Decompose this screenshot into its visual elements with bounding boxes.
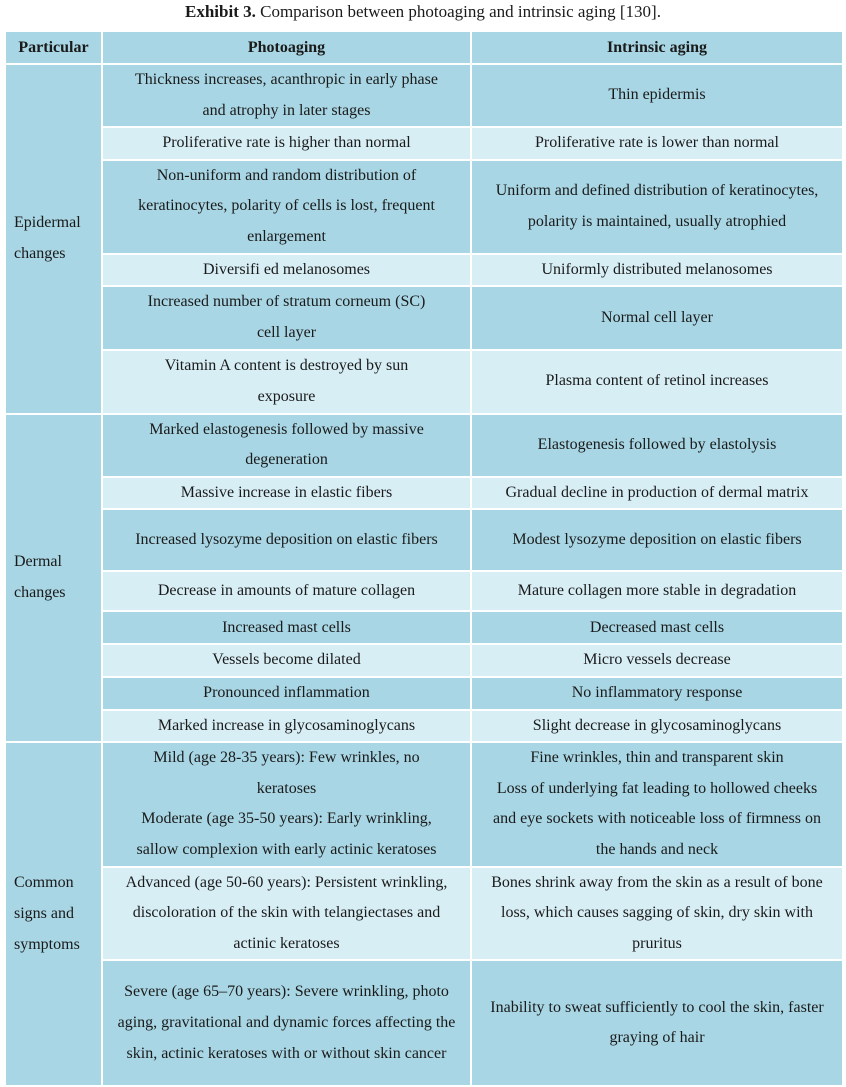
table-row <box>5 350 843 414</box>
intrinsic-cell: Modest lysozyme deposition on elastic fibers <box>471 509 843 571</box>
table-row <box>5 509 843 571</box>
table-row <box>5 414 843 477</box>
table-row <box>5 677 843 710</box>
table-row <box>5 960 843 1086</box>
exhibit-caption <box>0 2 846 22</box>
table-row <box>5 286 843 349</box>
intrinsic-cell-fine: Fine wrinkles, thin and transparent skin <box>530 749 784 767</box>
intrinsic-cell-fat: Loss of underlying fat leading to hollowed cheeks and eye sockets with noticeable loss of firmness on the hands and neck <box>493 779 821 858</box>
photo-cell: Marked increase in glycosaminoglycans <box>102 710 471 743</box>
table-row <box>5 160 843 254</box>
photo-cell: Proliferative rate is higher than normal <box>102 127 471 160</box>
table-row <box>5 64 843 127</box>
table-row <box>5 254 843 287</box>
exhibit-title: Comparison between photoaging and intrinsic aging [130]. <box>255 2 661 21</box>
photo-cell: Vessels become dilated <box>102 644 471 677</box>
intrinsic-cell: No inflammatory response <box>471 677 843 710</box>
table-row <box>5 571 843 611</box>
intrinsic-cell: Slight decrease in glycosaminoglycans <box>471 710 843 743</box>
table-row <box>5 644 843 677</box>
intrinsic-cell: Bones shrink away from the skin as a result of bone loss, which causes sagging of skin, dry skin with pruritus <box>471 867 843 961</box>
photo-cell: Increased lysozyme deposition on elastic fibers <box>102 509 471 571</box>
group-common: Common signs and symptoms <box>5 742 102 1086</box>
group-epidermal: Epidermal changes <box>5 64 102 414</box>
photo-cell: Pronounced inflammation <box>102 677 471 710</box>
intrinsic-cell: Proliferative rate is lower than normal <box>471 127 843 160</box>
intrinsic-cell: Mature collagen more stable in degradation <box>471 571 843 611</box>
intrinsic-cell: Normal cell layer <box>471 286 843 349</box>
group-dermal: Dermal changes <box>5 414 102 743</box>
table-row <box>5 477 843 510</box>
intrinsic-cell: Decreased mast cells <box>471 611 843 644</box>
photo-cell: Vitamin A content is destroyed by sun exposure <box>102 350 471 414</box>
table-row <box>5 742 843 866</box>
table-row <box>5 127 843 160</box>
intrinsic-cell: Gradual decline in production of dermal matrix <box>471 477 843 510</box>
comparison-table <box>4 30 844 1087</box>
table-row <box>5 611 843 644</box>
intrinsic-cell: Plasma content of retinol increases <box>471 350 843 414</box>
intrinsic-cell: Uniform and defined distribution of keratinocytes, polarity is maintained, usually atrophied <box>471 160 843 254</box>
table-row <box>5 867 843 961</box>
photo-cell: Non-uniform and random distribution of keratinocytes, polarity of cells is lost, frequent enlargement <box>102 160 471 254</box>
photo-cell: Increased mast cells <box>102 611 471 644</box>
table-header-row <box>5 31 843 64</box>
intrinsic-cell: Inability to sweat sufficiently to cool the skin, faster graying of hair <box>471 960 843 1086</box>
header-photoaging: Photoaging <box>102 31 471 64</box>
intrinsic-cell: Thin epidermis <box>471 64 843 127</box>
photo-cell-mild: Mild (age 28-35 years): Few wrinkles, no keratoses <box>153 749 420 797</box>
table-row <box>5 710 843 743</box>
photo-cell: Increased number of stratum corneum (SC) cell layer <box>102 286 471 349</box>
photo-cell: Advanced (age 50-60 years): Persistent wrinkling, discoloration of the skin with telangiectases and actinic keratoses <box>102 867 471 961</box>
header-particular: Particular <box>5 31 102 64</box>
exhibit-label: Exhibit 3. <box>185 2 256 21</box>
intrinsic-cell: Elastogenesis followed by elastolysis <box>471 414 843 477</box>
intrinsic-cell <box>471 742 843 866</box>
photo-cell: Massive increase in elastic fibers <box>102 477 471 510</box>
photo-cell <box>102 742 471 866</box>
photo-cell: Severe (age 65–70 years): Severe wrinkling, photo aging, gravitational and dynamic forces affecting the skin, actinic keratoses with or without skin cancer <box>102 960 471 1086</box>
photo-cell: Decrease in amounts of mature collagen <box>102 571 471 611</box>
header-intrinsic: Intrinsic aging <box>471 31 843 64</box>
photo-cell: Diversifi ed melanosomes <box>102 254 471 287</box>
intrinsic-cell: Micro vessels decrease <box>471 644 843 677</box>
photo-cell-moderate: Moderate (age 35-50 years): Early wrinkling, sallow complexion with early actinic keratoses <box>136 810 437 858</box>
intrinsic-cell: Uniformly distributed melanosomes <box>471 254 843 287</box>
photo-cell: Marked elastogenesis followed by massive degeneration <box>102 414 471 477</box>
photo-cell: Thickness increases, acanthropic in early phase and atrophy in later stages <box>102 64 471 127</box>
